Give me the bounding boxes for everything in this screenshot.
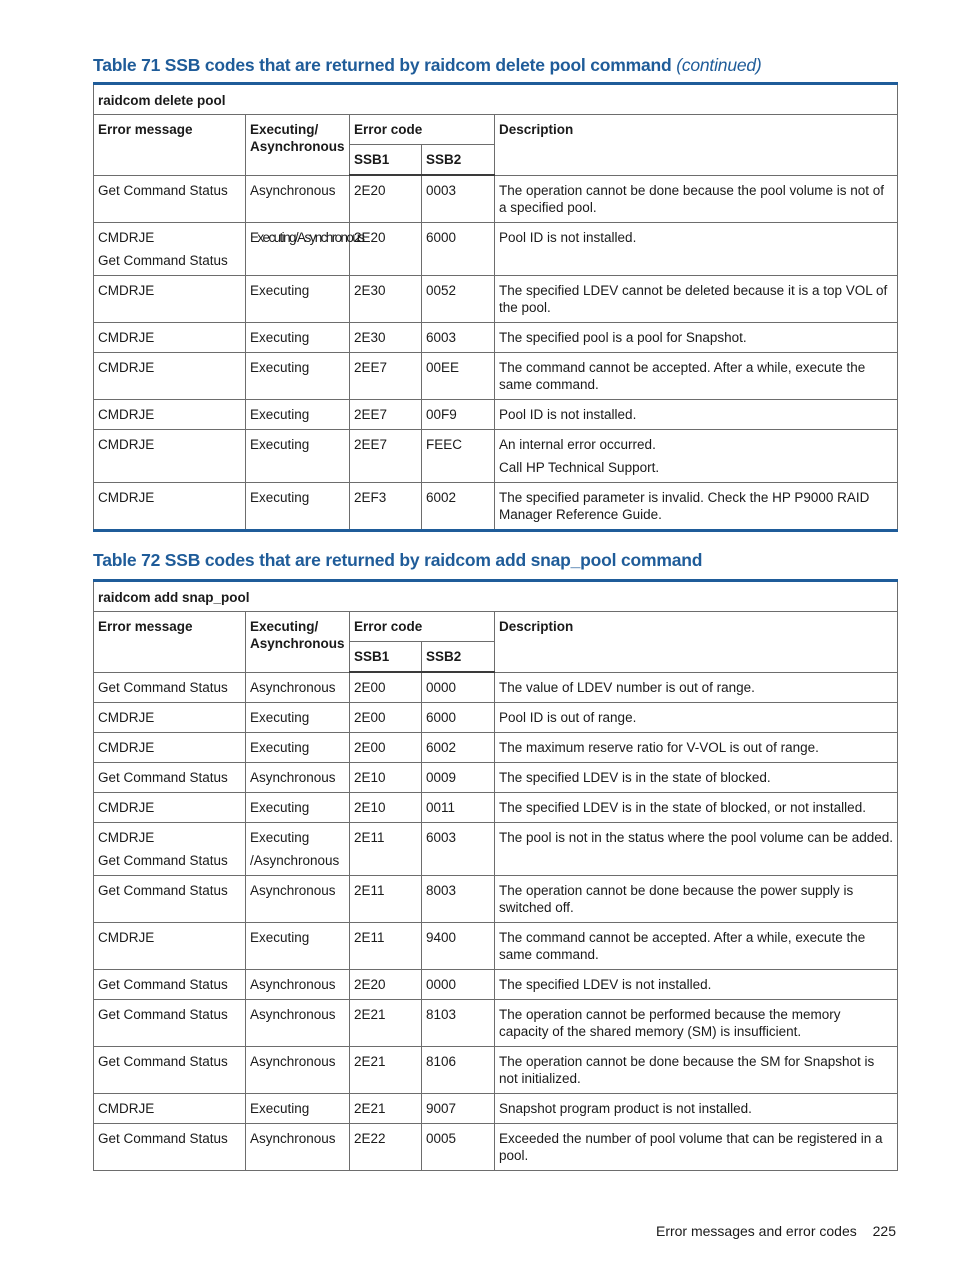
table-71-title: Table 71 SSB codes that are returned by raidcom delete pool command [93,55,672,75]
error-message-line: CMDRJE [98,740,155,755]
ssb1-cell: 2E11 [350,876,422,923]
error-message-cell [94,352,246,399]
table-row [94,429,898,482]
ssb2-cell: 6000 [422,222,495,275]
executing-cell [246,823,350,876]
error-message-cell [94,1000,246,1047]
description-line: The command cannot be accepted. After a while, execute the same command. [499,359,866,392]
ssb1-cell: 2E20 [350,222,422,275]
executing-cell [246,763,350,793]
error-message-line: Get Command Status [98,883,228,898]
error-message-line: CMDRJE [98,489,155,505]
table-row [94,923,898,970]
ssb1-cell: 2E22 [350,1124,422,1171]
description-cell [495,733,898,763]
ssb2-cell: 0011 [422,793,495,823]
header-ssb2: SSB2 [422,642,495,673]
page-number: 225 [872,1223,896,1239]
description-line: The operation cannot be performed because the memory capacity of the shared memory (SM) is insufficient. [499,1007,841,1039]
ssb1-cell: 2E20 [350,175,422,222]
executing-cell [246,1124,350,1171]
header-error-message: Error message [94,612,246,673]
executing-cell [246,275,350,322]
error-message-cell [94,876,246,923]
table-row [94,703,898,733]
description-cell [495,399,898,429]
table-row [94,399,898,429]
error-message-cell [94,970,246,1000]
error-message-cell [94,322,246,352]
description-cell [495,482,898,530]
description-cell [495,352,898,399]
ssb2-cell: 9400 [422,923,495,970]
description-cell [495,876,898,923]
description-cell [495,275,898,322]
header-error-code: Error code [350,612,495,642]
executing-line: Executing [250,359,310,375]
executing-line: Asynchronous [250,182,336,198]
table-72-title: Table 72 SSB codes that are returned by raidcom add snap_pool command [93,550,703,570]
description-line: The specified pool is a pool for Snapshot. [499,329,747,345]
ssb2-cell: 6002 [422,482,495,530]
description-cell [495,672,898,703]
error-message-line: CMDRJE [98,436,155,452]
ssb1-cell: 2E11 [350,823,422,876]
page-footer [656,1223,896,1239]
ssb1-cell: 2E21 [350,1000,422,1047]
error-message-line: Get Command Status [98,1131,228,1146]
executing-cell [246,1000,350,1047]
table-row [94,793,898,823]
error-message-line: CMDRJE [98,710,155,725]
executing-cell [246,222,364,275]
table-row [94,175,898,222]
error-message-cell [94,823,246,876]
executing-cell [246,703,350,733]
error-message-cell [94,1124,246,1171]
ssb2-cell: 0005 [422,1124,495,1171]
executing-cell [246,876,350,923]
executing-line: Executing [250,740,310,755]
ssb1-cell: 2EF3 [350,482,422,530]
ssb2-cell: 0000 [422,672,495,703]
footer-section: Error messages and error codes [655,1223,857,1239]
executing-line: Asynchronous [250,1131,336,1146]
description-line: Exceeded the number of pool volume that can be registered in a pool. [499,1131,883,1163]
ssb1-cell: 2E00 [350,672,422,703]
header-description: Description [495,115,898,176]
table-71 [93,82,898,532]
error-message-cell [94,399,246,429]
ssb1-cell: 2E30 [350,322,422,352]
ssb2-cell: 0003 [422,175,495,222]
error-message-line: CMDRJE [98,800,155,815]
error-message-line: CMDRJE [98,930,155,945]
ssb2-cell: 6003 [422,322,495,352]
error-message-line: Get Command Status [98,977,228,992]
description-cell [495,222,898,275]
header-ssb1: SSB1 [350,145,422,176]
executing-cell [246,429,350,482]
description-cell [495,1094,898,1124]
ssb2-cell: 0009 [422,763,495,793]
executing-line: Executing [250,930,310,945]
table-row [94,733,898,763]
executing-cell [246,482,350,530]
ssb2-cell: 6002 [422,733,495,763]
table-row [94,970,898,1000]
description-line: The command cannot be accepted. After a while, execute the same command. [499,930,866,962]
executing-line: Executing [250,489,310,505]
description-line: The operation cannot be done because the power supply is switched off. [499,883,854,915]
executing-cell [246,970,350,1000]
error-message-cell [94,1094,246,1124]
table-row [94,352,898,399]
ssb1-cell: 2E11 [350,923,422,970]
ssb2-cell: 0052 [422,275,495,322]
table-row [94,275,898,322]
table-row [94,322,898,352]
ssb1-cell: 2E00 [350,703,422,733]
description-line: The specified LDEV is in the state of blocked. [499,770,771,785]
error-message-line: Get Command Status [98,770,228,785]
description-line: Pool ID is not installed. [499,229,637,245]
error-message-line: CMDRJE [98,229,155,245]
ssb2-cell: 8106 [422,1047,495,1094]
error-message-line: CMDRJE [98,329,155,345]
description-line: Snapshot program product is not installed. [499,1101,752,1116]
description-line: The value of LDEV number is out of range. [499,679,755,695]
description-cell [495,793,898,823]
description-line: Call HP Technical Support. [499,459,660,475]
table-row [94,876,898,923]
table-72 [93,579,898,1171]
error-message-cell [94,1047,246,1094]
executing-line: Asynchronous [250,770,336,785]
ssb1-cell: 2E21 [350,1047,422,1094]
executing-cell [246,1094,350,1124]
executing-cell [246,352,350,399]
error-message-line: Get Command Status [98,1054,228,1069]
executing-line: Asynchronous [250,679,336,695]
executing-line: Executing [250,830,310,845]
error-message-line: CMDRJE [98,282,155,298]
error-message-line: Get Command Status [98,679,228,695]
error-message-line: CMDRJE [98,406,155,422]
executing-cell [246,923,350,970]
header-error-code: Error code [350,115,495,145]
table-71-continued: (continued) [676,55,762,75]
ssb1-cell: 2E21 [350,1094,422,1124]
ssb2-cell: 9007 [422,1094,495,1124]
description-line: Pool ID is out of range. [499,710,637,725]
description-cell [495,429,898,482]
table-row [94,1047,898,1094]
ssb2-cell: 0000 [422,970,495,1000]
executing-line: Executing [250,436,310,452]
description-line: The operation cannot be done because the SM for Snapshot is not initialized. [499,1054,875,1086]
description-cell [495,1000,898,1047]
table-72-command: raidcom add snap_pool [94,581,898,612]
description-cell [495,1047,898,1094]
table-row [94,222,898,275]
description-line: The specified LDEV is not installed. [499,977,712,992]
table-71-caption [93,55,762,76]
error-message-cell [94,275,246,322]
executing-line: Executing [250,329,310,345]
error-message-cell [94,482,246,530]
executing-line: Executing [250,1101,310,1116]
error-message-cell [94,429,246,482]
header-executing: Executing/ Asynchronous [246,612,350,673]
error-message-cell [94,923,246,970]
description-cell [495,763,898,793]
ssb1-cell: 2EE7 [350,399,422,429]
ssb2-cell: 00F9 [422,399,495,429]
description-line: An internal error occurred. [499,436,656,452]
description-cell [495,175,898,222]
description-line: The operation cannot be done because the pool volume is not of a specified pool. [499,182,885,215]
executing-line: Executing/Asynchronous [250,229,364,245]
table-row [94,1000,898,1047]
table-72-caption [93,550,702,571]
description-cell [495,1124,898,1171]
header-ssb2: SSB2 [422,145,495,176]
table-71-command: raidcom delete pool [94,84,898,115]
description-line: The specified LDEV cannot be deleted because it is a top VOL of the pool. [499,282,888,315]
ssb1-cell: 2E20 [350,970,422,1000]
table-row [94,763,898,793]
ssb2-cell: 8003 [422,876,495,923]
executing-cell [246,793,350,823]
error-message-cell [94,733,246,763]
error-message-cell [94,763,246,793]
ssb1-cell: 2EE7 [350,429,422,482]
error-message-line: CMDRJE [98,830,155,845]
executing-cell [246,322,350,352]
error-message-cell [94,793,246,823]
executing-line: Executing [250,710,310,725]
header-description: Description [495,612,898,673]
description-line: Pool ID is not installed. [499,406,637,422]
executing-line: Asynchronous [250,1007,336,1022]
executing-cell [246,672,350,703]
executing-line: Asynchronous [250,1054,336,1069]
description-cell [495,970,898,1000]
error-message-cell [94,222,246,275]
table-row [94,1094,898,1124]
error-message-line: Get Command Status [98,182,228,198]
executing-cell [246,1047,350,1094]
description-line: The specified LDEV is in the state of blocked, or not installed. [499,800,866,815]
ssb2-cell: 6000 [422,703,495,733]
table-row [94,823,898,876]
error-message-cell [94,175,246,222]
ssb1-cell: 2E00 [350,733,422,763]
description-line: The pool is not in the status where the pool volume can be added. [499,830,894,845]
description-line: The specified parameter is invalid. Check the HP P9000 RAID Manager Reference Guide. [499,489,870,522]
executing-line: Executing [250,406,310,422]
executing-line: Asynchronous [250,977,336,992]
error-message-cell [94,703,246,733]
executing-line: Asynchronous [250,883,336,898]
table-row [94,672,898,703]
description-cell [495,923,898,970]
executing-line: Executing [250,800,310,815]
ssb2-cell: 00EE [422,352,495,399]
description-cell [495,703,898,733]
header-error-message: Error message [94,115,246,176]
ssb2-cell: FEEC [422,429,495,482]
executing-line: /Asynchronous [250,853,340,868]
table-row [94,482,898,530]
error-message-line: Get Command Status [98,1007,228,1022]
ssb1-cell: 2E30 [350,275,422,322]
header-executing: Executing/ Asynchronous [246,115,350,176]
ssb1-cell: 2E10 [350,763,422,793]
error-message-line: CMDRJE [98,1101,155,1116]
ssb1-cell: 2EE7 [350,352,422,399]
error-message-line: CMDRJE [98,359,155,375]
table-row [94,1124,898,1171]
ssb2-cell: 6003 [422,823,495,876]
executing-cell [246,733,350,763]
header-ssb1: SSB1 [350,642,422,673]
error-message-line: Get Command Status [98,252,228,268]
error-message-line: Get Command Status [98,853,228,868]
executing-cell [246,399,350,429]
executing-line: Executing [250,282,310,298]
error-message-cell [94,672,246,703]
description-cell [495,823,898,876]
description-cell [495,322,898,352]
description-line: The maximum reserve ratio for V-VOL is out of range. [499,740,819,755]
executing-cell [246,175,350,222]
ssb1-cell: 2E10 [350,793,422,823]
ssb2-cell: 8103 [422,1000,495,1047]
